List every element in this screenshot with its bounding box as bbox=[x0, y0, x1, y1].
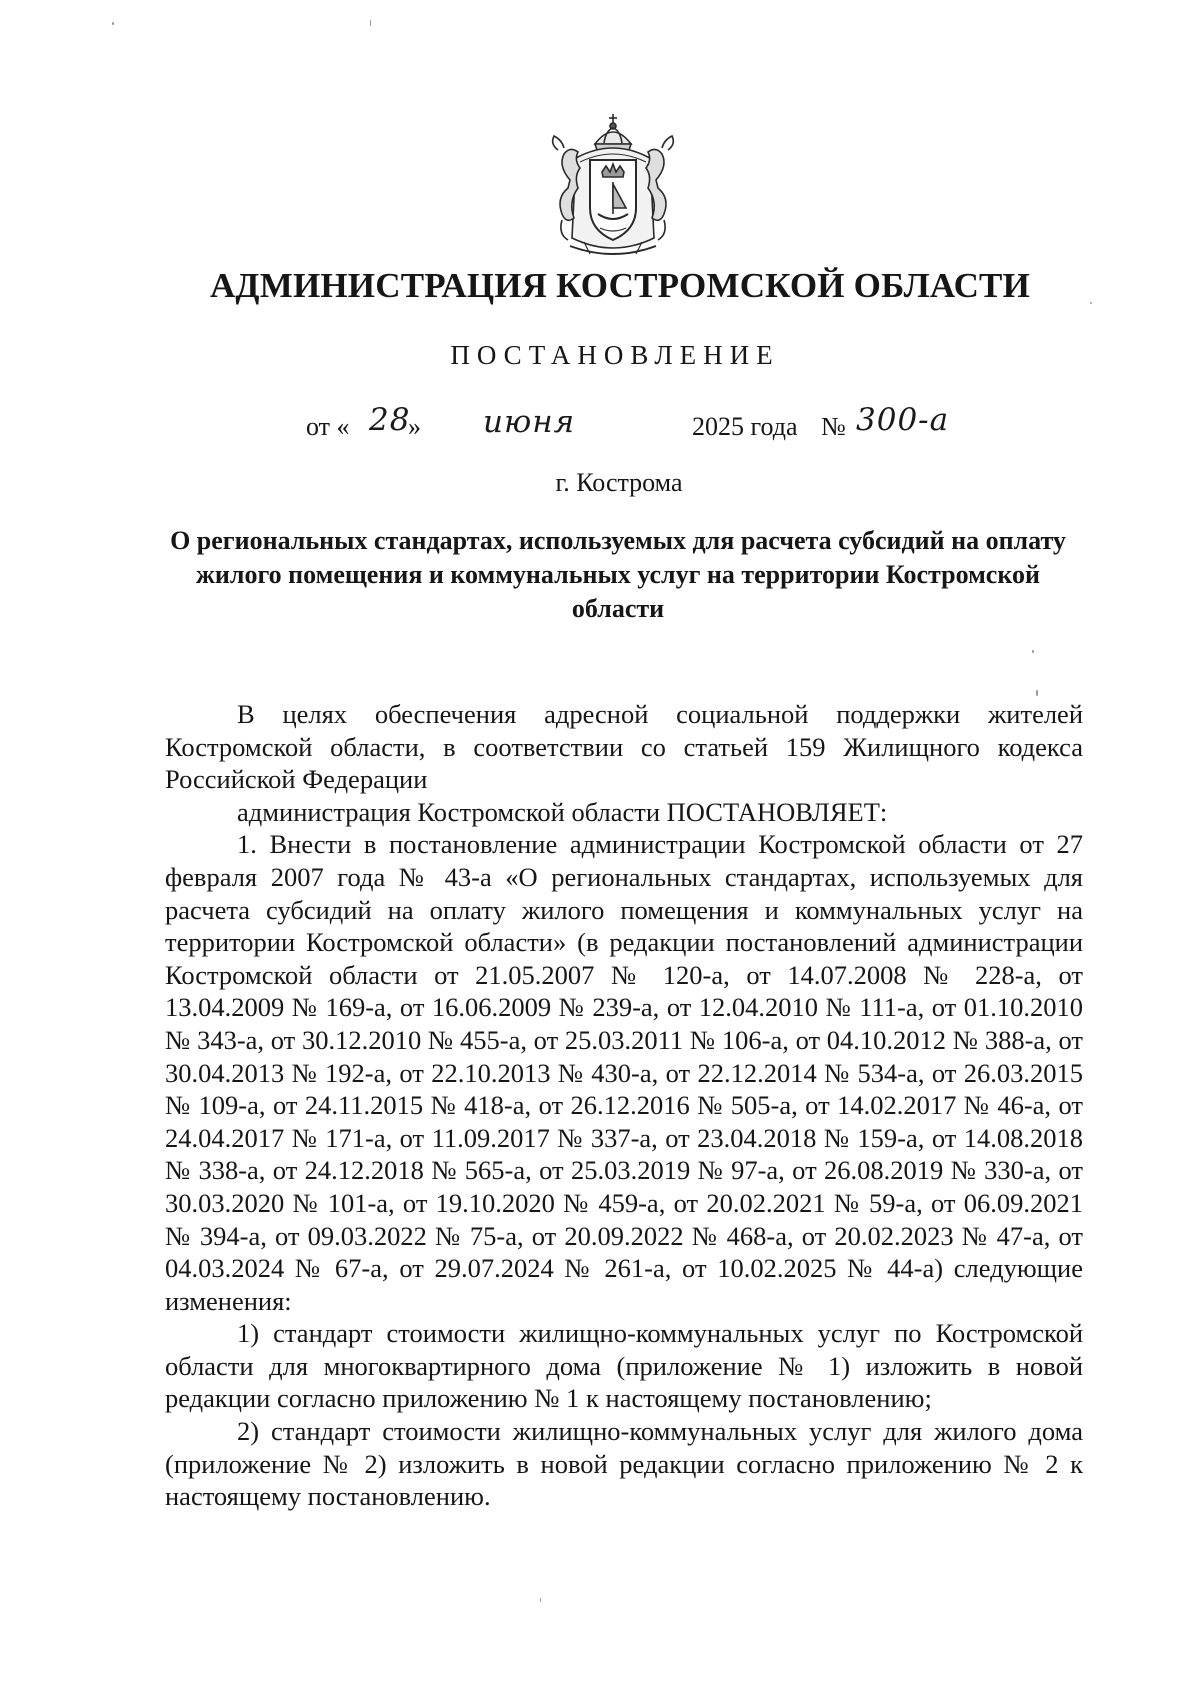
date-quote-close: » bbox=[408, 412, 421, 441]
paragraph-item-1-2: 2) стандарт стоимости жилищно-коммунальных услуг для жилого дома (приложение № 2) изложить в новой редакции согласно приложению № 2 к настоящему постановлению. bbox=[165, 1416, 1083, 1512]
date-number-line bbox=[0, 402, 1200, 456]
issuing-authority: АДМИНИСТРАЦИЯ КОСТРОМСКОЙ ОБЛАСТИ bbox=[209, 266, 1031, 305]
scan-speck bbox=[370, 20, 371, 26]
document-number-handwritten: 300-а bbox=[856, 402, 950, 438]
document-body bbox=[165, 698, 1083, 1513]
date-prefix: от « bbox=[306, 412, 350, 441]
date-month-handwritten: июня bbox=[483, 404, 576, 440]
number-sign: № bbox=[821, 412, 846, 441]
paragraph-intro: В целях обеспечения адресной социальной поддержки жителей Костромской области, в соответствии со статьей 159 Жилищного кодекса Российской Федерации bbox=[165, 699, 1083, 795]
scan-speck bbox=[1090, 302, 1092, 304]
scan-speck bbox=[1032, 650, 1034, 653]
date-day-handwritten: 28 bbox=[369, 402, 411, 438]
scan-speck bbox=[1036, 690, 1038, 696]
paragraph-resolves: администрация Костромской области ПОСТАНОВЛЯЕТ: bbox=[237, 796, 888, 827]
city-of-issue: г. Кострома bbox=[555, 468, 683, 497]
scan-speck bbox=[540, 1598, 541, 1602]
document-type: ПОСТАНОВЛЕНИЕ bbox=[450, 340, 780, 370]
kostroma-coat-of-arms-icon bbox=[540, 110, 686, 260]
document-title: О региональных стандартах, используемых для расчета субсидий на оплату жилого помещения и коммунальных услуг на территории Костромской области bbox=[170, 526, 1066, 623]
scan-speck bbox=[112, 22, 114, 25]
paragraph-item-1: 1. Внести в постановление администрации Костромской области от 27 февраля 2007 года № 43-а «О региональных стандартах, используемых для расчета субсидий на оплату жилого помещения и коммунальных услуг на территории Костромской области» (в редакции постановлений администрации Костромской области от 21.05.2007 № 120-а, от 14.07.2008 № 228-а, от 13.04.2009 № 169-а, от 16.06.2009 № 239-а, от 12.04.2010 № 111-а, от 01.10.2010 № 343-а, от 30.12.2010 № 455-а, от 25.03.2011 № 106-а, от 04.10.2012 № 388-а, от 30.04.2013 № 192-а, от 22.10.2013 № 430-а, от 22.12.2014 № 534-а, от 26.03.2015 № 109-а, от 24.11.2015 № 418-а, от 26.12.2016 № 505-а, от 14.02.2017 № 46-а, от 24.04.2017 № 171-а, от 11.09.2017 № 337-а, от 23.04.2018 № 159-а, от 14.08.2018 № 338-а, от 24.12.2018 № 565-а, от 25.03.2019 № 97-а, от 26.08.2019 № 330-а, от 30.03.2020 № 101-а, от 19.10.2020 № 459-а, от 20.02.2021 № 59-а, от 06.09.2021 № 394-а, от 09.03.2022 № 75-а, от 20.09.2022 № 468-а, от 20.02.2023 № 47-а, от 04.03.2024 № 67-а, от 29.07.2024 № 261-а, от 10.02.2025 № 44-а) следующие изменения: bbox=[165, 829, 1083, 1316]
date-year: 2025 года bbox=[692, 412, 798, 441]
paragraph-item-1-1: 1) стандарт стоимости жилищно-коммунальных услуг по Костромской области для многоквартирного дома (приложение № 1) изложить в новой редакции согласно приложению № 1 к настоящему постановлению; bbox=[165, 1318, 1083, 1414]
